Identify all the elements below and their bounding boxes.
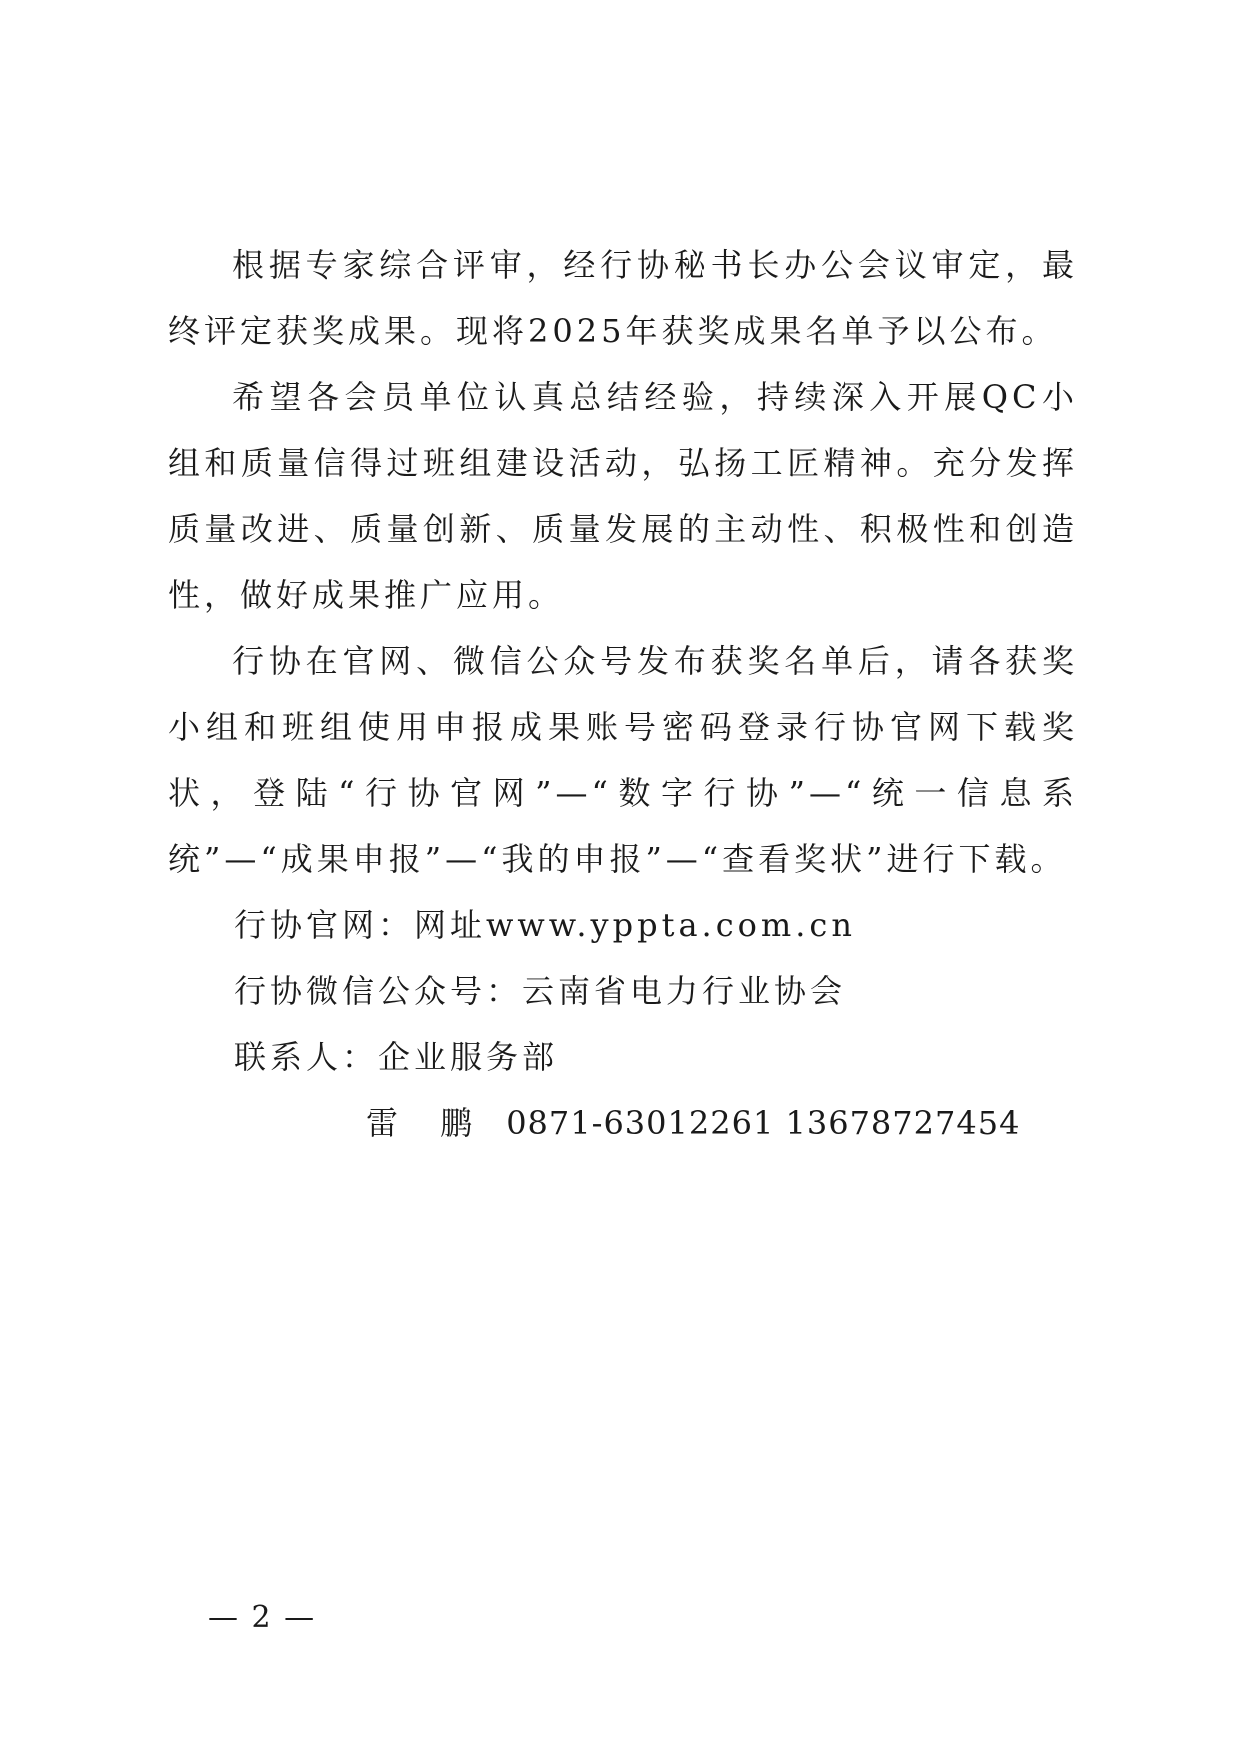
contact-person-name: 雷 鹏	[366, 1104, 477, 1142]
document-body	[168, 232, 1078, 1156]
page-number: — 2 —	[208, 1600, 317, 1635]
paragraph-download-instructions: 行协在官网、微信公众号发布获奖名单后，请各获奖小组和班组使用申报成果账号密码登录行协官网下载奖状，登陆“行协官网”—“数字行协”—“统一信息系统”—“成果申报”—“我的申报”—“查看奖状”进行下载。	[168, 642, 1078, 878]
paragraph-review-result: 根据专家综合评审，经行协秘书长办公会议审定，最终评定获奖成果。现将2025年获奖成果名单予以公布。	[168, 246, 1078, 350]
contact-person-line: 联系人：企业服务部	[234, 1038, 559, 1076]
contact-person-details	[168, 1090, 1078, 1156]
wechat-line: 行协微信公众号：云南省电力行业协会	[234, 972, 847, 1010]
contact-block	[168, 892, 1078, 1156]
paragraph-member-hope: 希望各会员单位认真总结经验，持续深入开展QC小组和质量信得过班组建设活动，弘扬工匠精神。充分发挥质量改进、质量创新、质量发展的主动性、积极性和创造性，做好成果推广应用。	[168, 378, 1078, 614]
website-line: 行协官网：网址www.yppta.com.cn	[234, 906, 856, 944]
contact-person-phones: 0871-63012261 13678727454	[506, 1104, 1021, 1142]
